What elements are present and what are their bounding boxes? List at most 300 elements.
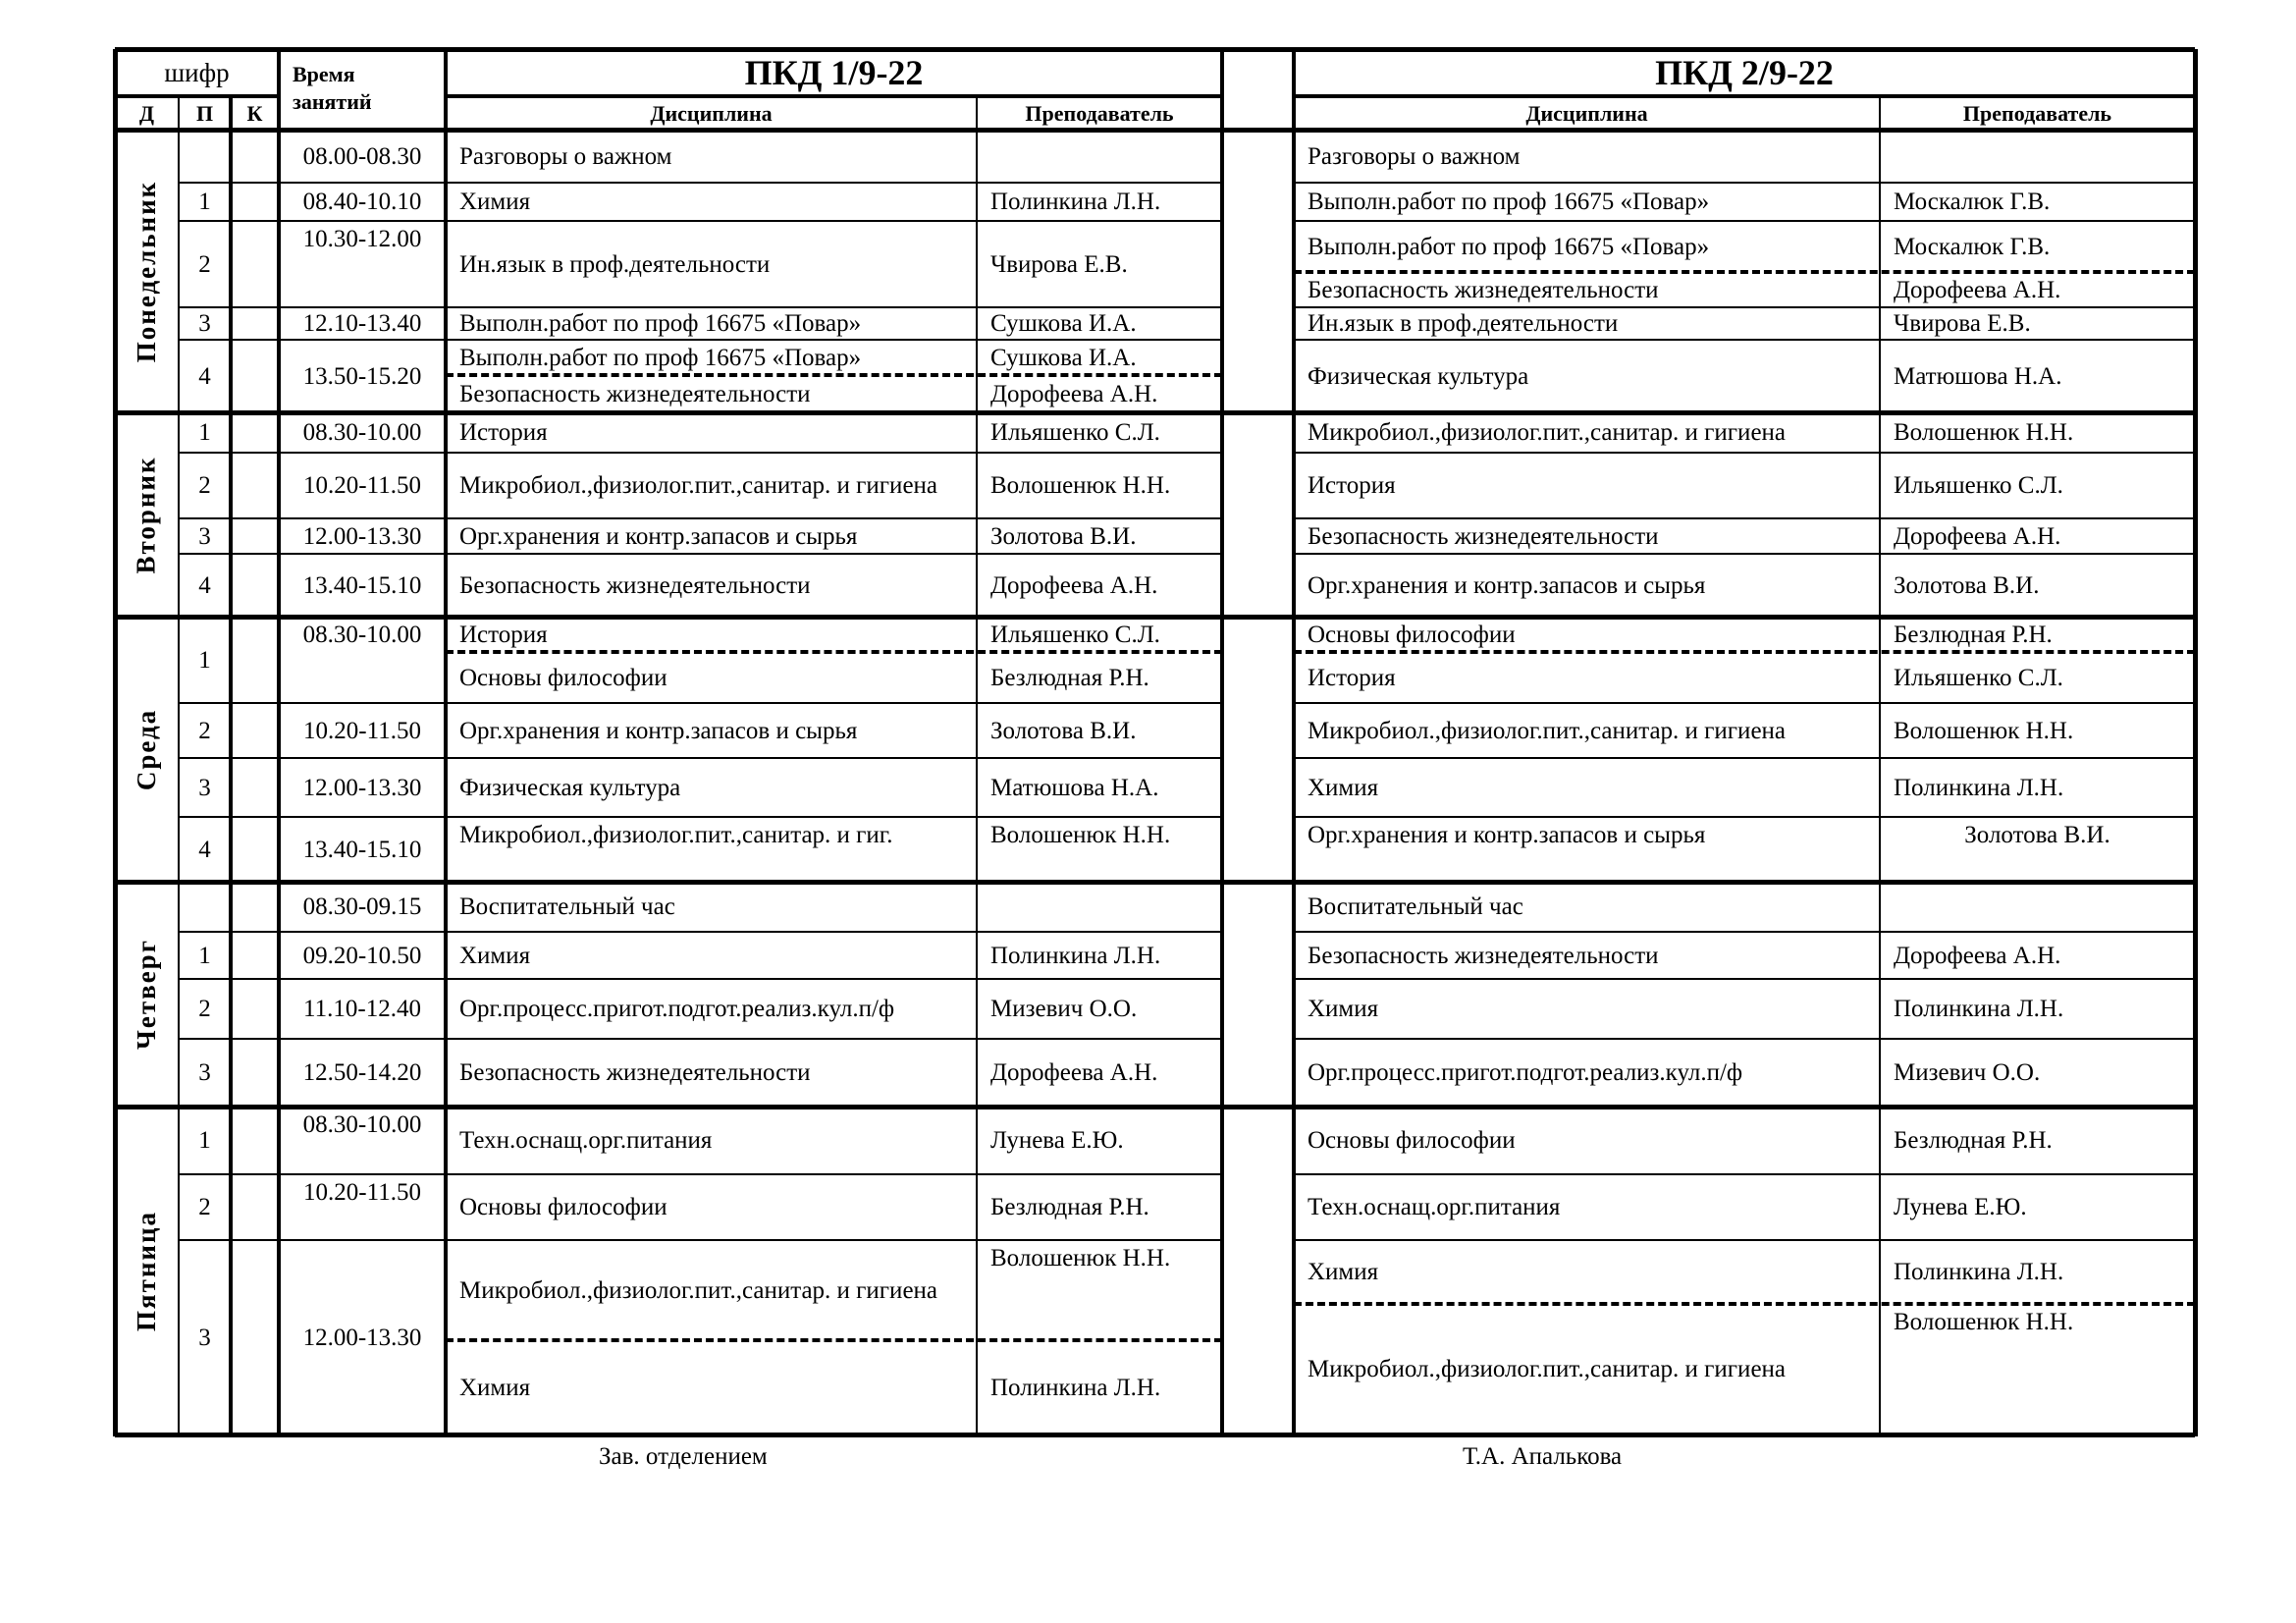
pair-number — [179, 554, 231, 617]
discipline-cell-text: Ин.язык в проф.деятельности — [459, 250, 771, 278]
split-divider — [446, 1338, 1222, 1342]
teacher-cell-text: Золотова В.И. — [1964, 822, 2110, 848]
time-slot-text: 13.40-15.10 — [302, 571, 422, 599]
discipline-cell — [1294, 272, 1880, 307]
time-slot — [279, 617, 446, 703]
discipline-cell — [446, 882, 977, 932]
discipline-cell-text: Орг.процесс.пригот.подгот.реализ.кул.п/ф — [459, 996, 895, 1022]
discipline-cell-text: Выполн.работ по проф 16675 «Повар» — [1308, 189, 1710, 215]
teacher-cell-text: Волошенюк Н.Н. — [990, 472, 1171, 499]
header-bottom-border — [115, 128, 2195, 133]
split-divider — [1294, 650, 2195, 654]
discipline-cell-text: Техн.оснащ.орг.питания — [459, 1127, 713, 1154]
teacher-cell — [1880, 617, 2195, 652]
pair-number — [179, 307, 231, 340]
row-divider — [179, 306, 1222, 308]
row-divider — [1294, 931, 2195, 933]
row-divider — [1294, 306, 2195, 308]
row-divider — [1294, 1038, 2195, 1040]
table-left-border — [113, 49, 118, 1436]
teacher-cell — [1880, 1174, 2195, 1240]
pair-number — [179, 130, 231, 183]
pair-number — [179, 183, 231, 221]
teacher-cell — [977, 979, 1222, 1039]
row-divider — [1294, 339, 2195, 341]
discipline-cell-text: Безопасность жизнедеятельности — [1308, 522, 1659, 550]
col-k-header-label: К — [246, 100, 263, 126]
pair-number-text: 4 — [198, 571, 211, 599]
time-slot-text: 08.40-10.10 — [302, 189, 422, 215]
row-divider — [1294, 553, 2195, 555]
pair-number — [179, 932, 231, 979]
time-slot-text: 12.10-13.40 — [302, 310, 422, 337]
row-divider — [179, 978, 1222, 980]
time-slot-text: 13.50-15.20 — [302, 362, 422, 390]
discipline-cell-text: Микробиол.,физиолог.пит.,санитар. и гигиена — [1308, 1356, 1787, 1382]
teacher-cell-text: Волошенюк Н.Н. — [1894, 717, 2074, 744]
teacher-cell-text: Сушкова И.А. — [990, 344, 1137, 371]
teacher-cell-text: Волошенюк Н.Н. — [990, 1245, 1171, 1271]
split-divider — [446, 373, 1222, 377]
discipline-cell — [446, 412, 977, 453]
header-divider — [1294, 94, 2195, 98]
row-divider — [1294, 182, 2195, 184]
time-slot — [279, 1174, 446, 1240]
pair-number-text: 2 — [198, 717, 211, 744]
teacher-cell-text: Москалюк Г.В. — [1894, 189, 2051, 215]
discipline-cell-text: История — [459, 621, 548, 648]
teacher-cell — [977, 703, 1222, 758]
day-label — [115, 130, 179, 412]
pair-number-text: 2 — [198, 1194, 211, 1220]
teacher-cell-text: Дорофеева А.Н. — [1894, 522, 2061, 550]
discipline-cell — [446, 1340, 977, 1434]
discipline-cell-text: Основы философии — [459, 1194, 667, 1220]
teacher-cell-text: Безлюдная Р.Н. — [990, 664, 1149, 691]
teacher-cell — [977, 453, 1222, 518]
teacher-cell-text: Полинкина Л.Н. — [990, 942, 1161, 969]
discipline-cell — [446, 307, 977, 340]
discipline-cell-text: Выполн.работ по проф 16675 «Повар» — [459, 344, 862, 371]
pair-number — [179, 1240, 231, 1434]
time-slot-text: 09.20-10.50 — [302, 942, 422, 969]
row-divider — [179, 931, 1222, 933]
discipline-cell — [446, 221, 977, 307]
day-label — [115, 412, 179, 617]
time-slot — [279, 307, 446, 340]
pair-number-text: 3 — [198, 310, 211, 337]
discipline-cell — [1294, 1039, 1880, 1107]
teacher-cell-text: Дорофеева А.Н. — [990, 571, 1158, 599]
teacher-cell — [1880, 758, 2195, 817]
pair-number — [179, 412, 231, 453]
teacher-cell-text: Ильяшенко С.Л. — [1894, 472, 2063, 499]
day-label — [115, 617, 179, 882]
pair-number-text: 2 — [198, 250, 211, 278]
discipline-cell — [1294, 307, 1880, 340]
teacher-cell-text: Мизевич О.О. — [990, 996, 1138, 1022]
teacher-cell-text: Волошенюк Н.Н. — [1894, 419, 2074, 446]
pair-number — [179, 340, 231, 412]
discipline-cell — [446, 1039, 977, 1107]
teacher-cell — [977, 554, 1222, 617]
column-divider — [976, 96, 978, 1434]
day-label-text: Понедельник — [132, 180, 161, 362]
discipline-cell-text: История — [1308, 472, 1396, 499]
discipline-cell — [1294, 1174, 1880, 1240]
time-slot — [279, 412, 446, 453]
discipline-cell-text: Безопасность жизнедеятельности — [1308, 942, 1659, 969]
time-slot — [279, 183, 446, 221]
discipline-cell — [1294, 1304, 1880, 1434]
teacher-cell — [1880, 453, 2195, 518]
teacher-cell-text: Полинкина Л.Н. — [1894, 996, 2064, 1022]
teacher-cell — [1880, 882, 2195, 932]
teacher-cell-text: Лунева Е.Ю. — [1894, 1194, 2027, 1220]
teacher-cell — [977, 1340, 1222, 1434]
teacher-cell-text: Мизевич О.О. — [1894, 1059, 2041, 1086]
row-divider — [1294, 978, 2195, 980]
teacher-cell — [977, 1240, 1222, 1340]
day-label-text: Пятница — [132, 1210, 162, 1331]
teacher-cell — [977, 518, 1222, 554]
pair-number-text: 3 — [198, 1324, 211, 1351]
pair-number — [179, 1174, 231, 1240]
discipline-cell-text: Ин.язык в проф.деятельности — [1308, 310, 1619, 337]
teacher-cell-text: Золотова В.И. — [990, 717, 1137, 744]
teacher-cell-text: Волошенюк Н.Н. — [990, 822, 1171, 848]
teacher-cell — [977, 758, 1222, 817]
row-divider — [1294, 702, 2195, 704]
discipline-cell-text: Микробиол.,физиолог.пит.,санитар. и гигиена — [459, 1276, 938, 1304]
teacher-cell — [977, 340, 1222, 375]
discipline-cell-text: Химия — [1308, 1259, 1379, 1285]
row-divider — [1294, 517, 2195, 519]
discipline-cell — [1294, 183, 1880, 221]
teacher-cell-text: Ильяшенко С.Л. — [990, 621, 1160, 648]
discipline-cell-text: Химия — [1308, 996, 1379, 1022]
pair-number-text: 1 — [198, 189, 211, 215]
pair-number-text: 1 — [198, 1127, 211, 1154]
day-divider — [115, 880, 2195, 885]
time-header — [279, 51, 446, 130]
time-slot-text: 12.00-13.30 — [302, 774, 422, 801]
teacher-cell — [1880, 1240, 2195, 1304]
teacher-cell — [1880, 183, 2195, 221]
discipline-cell — [1294, 932, 1880, 979]
teacher-cell-text: Полинкина Л.Н. — [1894, 774, 2064, 801]
teacher-cell — [1880, 554, 2195, 617]
teacher-cell-text: Москалюк Г.В. — [1894, 233, 2051, 260]
discipline-cell-text: Разговоры о важном — [459, 142, 672, 170]
pair-number — [179, 221, 231, 307]
discipline-cell — [446, 703, 977, 758]
teacher-cell — [977, 1107, 1222, 1174]
time-slot-text: 10.30-12.00 — [302, 226, 422, 252]
discipline-cell-text: Основы философии — [1308, 1127, 1516, 1154]
discipline-cell — [446, 554, 977, 617]
row-divider — [1294, 1239, 2195, 1241]
teacher-cell — [1880, 307, 2195, 340]
day-label — [115, 882, 179, 1107]
teacher-cell-text: Волошенюк Н.Н. — [1894, 1309, 2074, 1335]
row-divider — [1294, 816, 2195, 818]
teacher-cell — [1880, 979, 2195, 1039]
pair-number-text: 1 — [198, 419, 211, 446]
discipline-cell-text: Микробиол.,физиолог.пит.,санитар. и гигиена — [1308, 419, 1787, 446]
group1-title — [446, 49, 1222, 96]
teacher-cell — [1880, 412, 2195, 453]
time-slot-text: 12.00-13.30 — [302, 522, 422, 550]
teacher-cell — [1880, 817, 2195, 882]
time-slot — [279, 130, 446, 183]
teacher-cell — [1880, 703, 2195, 758]
teacher-cell-text: Ильяшенко С.Л. — [990, 419, 1160, 446]
row-divider — [179, 452, 1222, 454]
time-header-line1: Время — [293, 62, 355, 86]
group1-teacher-header — [977, 96, 1222, 130]
discipline-cell — [446, 932, 977, 979]
column-divider — [229, 96, 233, 1434]
pair-number — [179, 617, 231, 703]
teacher-cell — [1880, 1107, 2195, 1174]
discipline-cell — [1294, 554, 1880, 617]
pair-number — [179, 453, 231, 518]
teacher-cell — [977, 130, 1222, 183]
teacher-cell — [977, 183, 1222, 221]
teacher-cell — [977, 652, 1222, 703]
discipline-cell — [1294, 1240, 1880, 1304]
time-slot-text: 13.40-15.10 — [302, 836, 422, 863]
teacher-cell — [977, 221, 1222, 307]
discipline-cell — [446, 340, 977, 375]
pair-number-text: 2 — [198, 472, 211, 499]
time-slot — [279, 817, 446, 882]
discipline-cell — [446, 130, 977, 183]
time-slot — [279, 979, 446, 1039]
teacher-cell-text: Дорофеева А.Н. — [1894, 942, 2061, 969]
time-slot-text: 11.10-12.40 — [303, 996, 421, 1022]
discipline-cell-text: Воспитательный час — [1308, 893, 1523, 920]
teacher-cell-text: Дорофеева А.Н. — [990, 1059, 1158, 1086]
pair-number-text: 4 — [198, 836, 211, 863]
discipline-cell — [1294, 703, 1880, 758]
pair-number-text: 1 — [198, 646, 211, 674]
row-divider — [179, 702, 1222, 704]
day-divider — [115, 410, 2195, 415]
time-slot-text: 08.30-10.00 — [302, 622, 422, 648]
discipline-cell — [1294, 979, 1880, 1039]
pair-number — [179, 1107, 231, 1174]
pair-number-text: 3 — [198, 1059, 211, 1086]
column-divider — [1292, 49, 1296, 1434]
teacher-cell-text: Чвирова Е.В. — [1894, 310, 2031, 337]
teacher-cell — [1880, 1304, 2195, 1434]
discipline-cell — [1294, 1107, 1880, 1174]
time-slot-text: 08.30-10.00 — [302, 419, 422, 446]
time-slot-text: 08.30-10.00 — [302, 1111, 422, 1138]
pair-number-text: 3 — [198, 522, 211, 550]
discipline-cell — [1294, 518, 1880, 554]
row-divider — [179, 220, 1222, 222]
group1-discipline-header — [446, 96, 977, 130]
group1-discipline-header-label: Дисциплина — [650, 100, 773, 126]
teacher-cell — [977, 1174, 1222, 1240]
time-slot — [279, 882, 446, 932]
column-divider — [1879, 96, 1881, 1434]
time-slot-text: 08.00-08.30 — [302, 142, 422, 170]
teacher-cell-text: Чвирова Е.В. — [990, 250, 1128, 278]
row-divider — [179, 1239, 1222, 1241]
discipline-cell-text: Основы философии — [459, 664, 667, 691]
group2-teacher-header-label: Преподаватель — [1962, 100, 2112, 126]
teacher-cell-text: Полинкина Л.Н. — [1894, 1259, 2064, 1285]
discipline-cell — [446, 1174, 977, 1240]
discipline-cell — [446, 453, 977, 518]
col-k-header — [231, 96, 279, 130]
discipline-cell-text: Выполн.работ по проф 16675 «Повар» — [459, 310, 862, 337]
pair-number — [179, 518, 231, 554]
row-divider — [179, 553, 1222, 555]
table-top-border — [115, 47, 2195, 52]
discipline-cell-text: Орг.хранения и контр.запасов и сырья — [1308, 822, 1706, 848]
row-divider — [179, 182, 1222, 184]
col-day-header-label: Д — [138, 100, 155, 126]
discipline-cell-text: Орг.хранения и контр.запасов и сырья — [459, 717, 858, 744]
discipline-cell-text: Физическая культура — [459, 774, 681, 801]
discipline-cell-text: Микробиол.,физиолог.пит.,санитар. и гигиена — [1308, 717, 1787, 744]
time-slot — [279, 221, 446, 307]
column-divider — [178, 96, 180, 1434]
teacher-cell — [977, 375, 1222, 412]
group1-title-label: ПКД 1/9-22 — [744, 52, 924, 92]
teacher-cell — [1880, 652, 2195, 703]
teacher-cell-text: Дорофеева А.Н. — [1894, 276, 2061, 303]
discipline-cell — [1294, 130, 1880, 183]
time-slot-text: 08.30-09.15 — [302, 893, 422, 920]
discipline-cell-text: Безопасность жизнедеятельности — [1308, 276, 1659, 303]
group1-teacher-header-label: Преподаватель — [1025, 100, 1174, 126]
discipline-cell-text: Орг.хранения и контр.запасов и сырья — [459, 522, 858, 550]
footer-position: Зав. отделением — [599, 1443, 768, 1470]
discipline-cell — [446, 817, 977, 882]
discipline-cell — [1294, 453, 1880, 518]
pair-number-text: 2 — [198, 996, 211, 1022]
time-slot — [279, 518, 446, 554]
discipline-cell — [1294, 617, 1880, 652]
time-slot-text: 10.20-11.50 — [303, 1179, 421, 1206]
teacher-cell — [1880, 130, 2195, 183]
group2-title — [1294, 49, 2195, 96]
column-divider — [1220, 49, 1224, 1434]
discipline-cell — [446, 652, 977, 703]
teacher-cell-text: Золотова В.И. — [990, 522, 1137, 550]
row-divider — [179, 757, 1222, 759]
time-slot — [279, 1240, 446, 1434]
column-divider — [444, 49, 448, 1434]
pair-number — [179, 703, 231, 758]
group2-discipline-header — [1294, 96, 1880, 130]
teacher-cell — [977, 617, 1222, 652]
day-label-text: Среда — [132, 708, 161, 790]
discipline-cell — [446, 758, 977, 817]
discipline-cell-text: Техн.оснащ.орг.питания — [1308, 1194, 1561, 1220]
teacher-cell — [977, 1039, 1222, 1107]
teacher-cell-text: Золотова В.И. — [1894, 571, 2040, 599]
row-divider — [179, 1038, 1222, 1040]
row-divider — [1294, 757, 2195, 759]
code-header-label: шифр — [164, 57, 230, 87]
discipline-cell-text: Орг.процесс.пригот.подгот.реализ.кул.п/ф — [1308, 1059, 1743, 1086]
discipline-cell-text: Безопасность жизнедеятельности — [459, 571, 811, 599]
time-slot — [279, 340, 446, 412]
discipline-cell — [446, 1240, 977, 1340]
teacher-cell — [1880, 1039, 2195, 1107]
discipline-cell — [446, 979, 977, 1039]
pair-number — [179, 882, 231, 932]
discipline-cell-text: Орг.хранения и контр.запасов и сырья — [1308, 571, 1706, 599]
teacher-cell — [1880, 221, 2195, 272]
discipline-cell — [1294, 758, 1880, 817]
teacher-cell-text: Матюшова Н.А. — [990, 774, 1159, 801]
time-slot — [279, 703, 446, 758]
teacher-cell — [1880, 518, 2195, 554]
pair-number — [179, 758, 231, 817]
teacher-cell-text: Сушкова И.А. — [990, 310, 1137, 337]
pair-number — [179, 1039, 231, 1107]
code-header — [115, 49, 279, 96]
teacher-cell-text: Безлюдная Р.Н. — [1894, 1127, 2053, 1154]
time-slot-text: 10.20-11.50 — [303, 472, 421, 499]
discipline-cell — [1294, 340, 1880, 412]
day-divider — [115, 1433, 2195, 1437]
row-divider — [179, 1173, 1222, 1175]
row-divider — [1294, 1173, 2195, 1175]
row-divider — [1294, 452, 2195, 454]
discipline-cell — [446, 617, 977, 652]
teacher-cell — [977, 412, 1222, 453]
teacher-cell-text: Полинкина Л.Н. — [990, 1374, 1161, 1401]
discipline-cell-text: Воспитательный час — [459, 893, 675, 920]
teacher-cell-text: Ильяшенко С.Л. — [1894, 664, 2063, 691]
discipline-cell-text: Физическая культура — [1308, 362, 1529, 390]
split-divider — [1294, 1302, 2195, 1306]
header-divider — [446, 94, 1222, 98]
discipline-cell-text: Химия — [459, 1374, 531, 1401]
split-divider — [446, 650, 1222, 654]
discipline-cell — [1294, 221, 1880, 272]
table-right-border — [2193, 49, 2198, 1436]
group2-title-label: ПКД 2/9-22 — [1655, 52, 1834, 92]
teacher-cell — [1880, 932, 2195, 979]
discipline-cell-text: Основы философии — [1308, 621, 1516, 648]
day-label-text: Вторник — [132, 455, 162, 574]
discipline-cell-text: История — [1308, 664, 1396, 691]
time-slot — [279, 758, 446, 817]
discipline-cell — [446, 375, 977, 412]
time-slot-text: 10.20-11.50 — [303, 717, 421, 744]
teacher-cell — [977, 882, 1222, 932]
row-divider — [179, 816, 1222, 818]
footer-signatory: Т.А. Апалькова — [1463, 1443, 1623, 1470]
pair-number — [179, 979, 231, 1039]
teacher-cell — [1880, 272, 2195, 307]
day-label-text: Четверг — [132, 939, 161, 1050]
discipline-cell — [1294, 652, 1880, 703]
discipline-cell-text: Микробиол.,физиолог.пит.,санитар. и гиг. — [459, 822, 893, 848]
time-slot — [279, 1107, 446, 1174]
row-divider — [179, 517, 1222, 519]
